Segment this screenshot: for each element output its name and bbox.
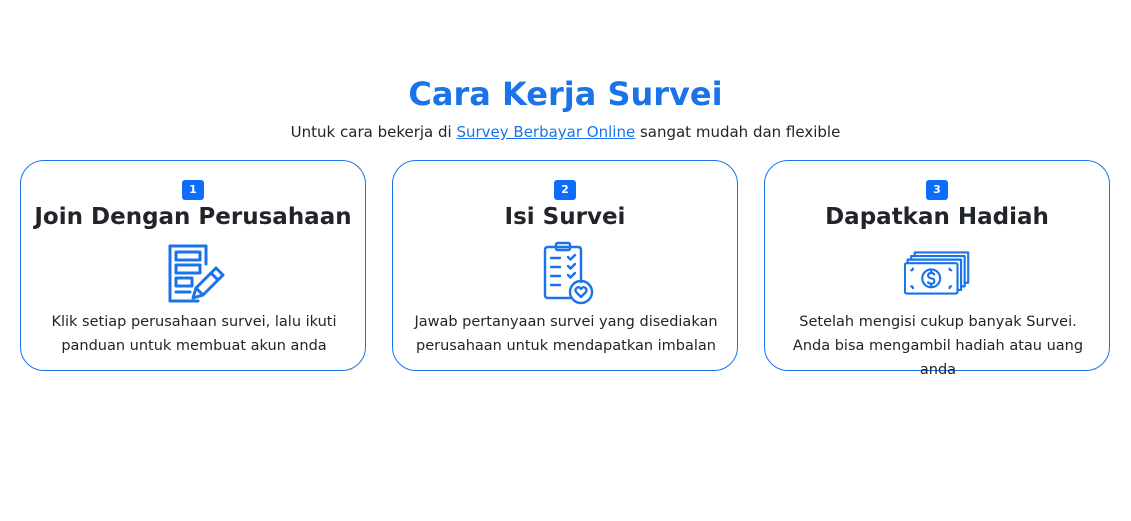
step-number-badge: 3 [926, 180, 948, 200]
step-title: Dapatkan Hadiah [825, 204, 1049, 230]
subtitle-text-after: sangat mudah dan flexible [635, 123, 841, 141]
subtitle-text-before: Untuk cara bekerja di [290, 123, 457, 141]
section-subtitle [0, 121, 1131, 143]
step-title: Join Dengan Perusahaan [34, 204, 352, 230]
step-number-badge: 2 [554, 180, 576, 200]
step-title: Isi Survei [504, 204, 626, 230]
section-title: Cara Kerja Survei [408, 75, 723, 113]
step-card-get-reward [764, 160, 1110, 378]
survey-berbayar-online-link[interactable]: Survey Berbayar Online [456, 123, 636, 141]
step-description: Jawab pertanyaan survei yang disediakan perusahaan untuk mendapatkan imbalan [414, 314, 718, 354]
step-description: Setelah mengisi cukup banyak Survei. Anda bisa mengambil hadiah atau uang anda [792, 314, 1084, 378]
step-description: Klik setiap perusahaan survei, lalu ikuti panduan untuk membuat akun anda [51, 314, 337, 354]
clipboard-checklist-heart-icon [532, 240, 598, 306]
step-card-fill-survey [392, 160, 738, 371]
step-number-badge: 1 [182, 180, 204, 200]
steps-cards [20, 160, 1112, 378]
form-pencil-icon [160, 240, 226, 306]
money-stack-icon [904, 240, 970, 306]
step-card-join [20, 160, 366, 371]
